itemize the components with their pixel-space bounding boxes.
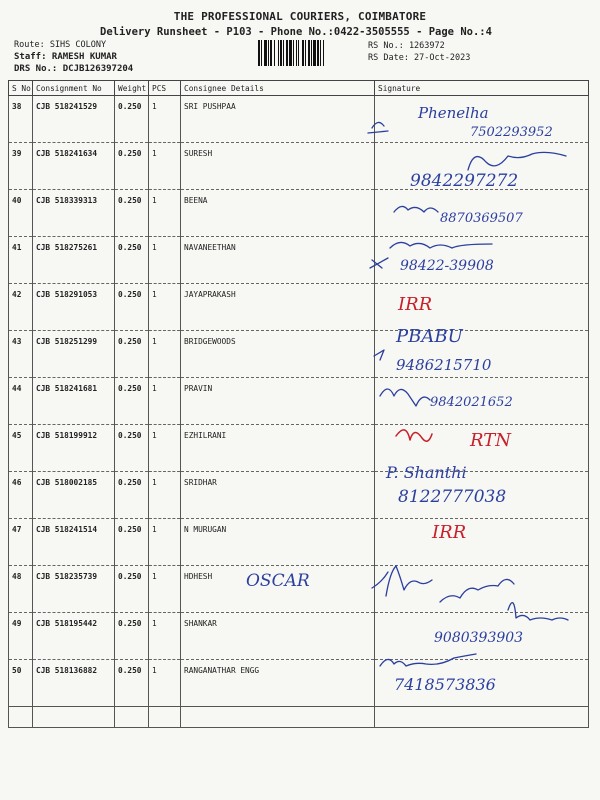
cell-signature [375, 566, 589, 613]
barcode-bar [311, 40, 312, 66]
company-title: THE PROFESSIONAL COURIERS, COIMBATORE [173, 10, 427, 23]
cell-weight: 0.250 [115, 378, 149, 425]
filler-cell [9, 707, 33, 728]
table-row [9, 143, 589, 190]
cell-signature [375, 613, 589, 660]
handwritten-phone-41: 98422-39908 [400, 258, 494, 274]
table-row [9, 378, 589, 425]
handwritten-phone-44: 9842021652 [430, 395, 513, 410]
barcode-bar [264, 40, 267, 66]
cell-signature [375, 519, 589, 566]
barcode-bar [323, 40, 324, 66]
cell-weight: 0.250 [115, 284, 149, 331]
barcode-bar [296, 40, 297, 66]
cell-consignment-no: CJB 518235739 [33, 566, 115, 613]
cell-sno: 39 [9, 143, 33, 190]
cell-weight: 0.250 [115, 519, 149, 566]
table-row [9, 284, 589, 331]
cell-pcs: 1 [149, 660, 181, 707]
cell-pcs: 1 [149, 472, 181, 519]
barcode-bar [261, 40, 262, 66]
cell-consignee: RANGANATHAR ENGG [181, 660, 375, 707]
cell-consignment-no: CJB 518291053 [33, 284, 115, 331]
barcode-bar [286, 40, 288, 66]
handwritten-mark-45: RTN [470, 430, 511, 451]
table-row [9, 566, 589, 613]
barcode-bar [280, 40, 282, 66]
barcode-bar [268, 40, 269, 66]
col-consignment: Consignment No [33, 81, 115, 96]
cell-consignment-no: CJB 518241514 [33, 519, 115, 566]
cell-sno: 50 [9, 660, 33, 707]
cell-weight: 0.250 [115, 472, 149, 519]
barcode-bar [308, 40, 310, 66]
cell-consignee: NAVANEETHAN [181, 237, 375, 284]
cell-signature [375, 96, 589, 143]
barcode-bar [313, 40, 316, 66]
cell-consignee: SHANKAR [181, 613, 375, 660]
rs-number: RS No.: 1263972 [368, 41, 445, 51]
cell-pcs: 1 [149, 378, 181, 425]
table-row [9, 613, 589, 660]
table-filler-row [9, 707, 589, 728]
cell-consignee: JAYAPRAKASH [181, 284, 375, 331]
cell-signature [375, 425, 589, 472]
cell-sno: 41 [9, 237, 33, 284]
route-label: Route: SIHS COLONY [14, 40, 107, 50]
cell-consignment-no: CJB 518199912 [33, 425, 115, 472]
handwritten-phone-40: 8870369507 [440, 211, 523, 226]
cell-consignee: N MURUGAN [181, 519, 375, 566]
filler-cell [375, 707, 589, 728]
barcode-bar [302, 40, 304, 66]
cell-consignee: SRIDHAR [181, 472, 375, 519]
barcode-image [256, 40, 360, 66]
cell-weight: 0.250 [115, 566, 149, 613]
cell-consignee: HDHESH [181, 566, 375, 613]
runsheet-meta-right [368, 40, 470, 64]
cell-signature [375, 190, 589, 237]
col-weight: Weight [115, 81, 149, 96]
filler-cell [149, 707, 181, 728]
barcode-bar [293, 40, 294, 66]
barcode-bar [270, 40, 272, 66]
runsheet-meta-left [14, 39, 133, 75]
cell-consignment-no: CJB 518251299 [33, 331, 115, 378]
cell-pcs: 1 [149, 96, 181, 143]
runsheet-table [8, 80, 589, 728]
handwritten-phone-39: 9842297272 [410, 171, 519, 191]
cell-weight: 0.250 [115, 613, 149, 660]
staff-label: Staff: RAMESH KUMAR [14, 52, 117, 62]
barcode-bar [320, 40, 321, 66]
filler-cell [181, 707, 375, 728]
cell-signature [375, 331, 589, 378]
handwritten-mark-47: IRR [432, 522, 467, 543]
cell-pcs: 1 [149, 143, 181, 190]
cell-pcs: 1 [149, 284, 181, 331]
handwritten-phone-43: 9486215710 [396, 356, 492, 374]
table-row [9, 190, 589, 237]
barcode-bar [258, 40, 260, 66]
table-row [9, 660, 589, 707]
cell-pcs: 1 [149, 566, 181, 613]
cell-signature [375, 237, 589, 284]
cell-signature [375, 660, 589, 707]
signature-scribble: Phenelha [418, 104, 489, 122]
cell-pcs: 1 [149, 519, 181, 566]
cell-weight: 0.250 [115, 425, 149, 472]
cell-consignee: PRAVIN [181, 378, 375, 425]
table-row [9, 519, 589, 566]
cell-consignee: BRIDGEWOODS [181, 331, 375, 378]
cell-consignment-no: CJB 518339313 [33, 190, 115, 237]
table-row [9, 96, 589, 143]
filler-cell [33, 707, 115, 728]
cell-weight: 0.250 [115, 331, 149, 378]
cell-consignment-no: CJB 518241681 [33, 378, 115, 425]
cell-pcs: 1 [149, 237, 181, 284]
col-sno: S No [9, 81, 33, 96]
barcode-bar [305, 40, 306, 66]
cell-weight: 0.250 [115, 237, 149, 284]
barcode-bar [298, 40, 299, 66]
barcode-bar [289, 40, 292, 66]
drs-label: DRS No.: DCJB126397204 [14, 64, 134, 74]
cell-consignment-no: CJB 518275261 [33, 237, 115, 284]
cell-signature [375, 378, 589, 425]
cell-pcs: 1 [149, 425, 181, 472]
runsheet-subtitle: Delivery Runsheet - P103 - Phone No.:0422-3505555 - Page No.:4 [100, 26, 492, 38]
cell-pcs: 1 [149, 613, 181, 660]
cell-sno: 48 [9, 566, 33, 613]
handwritten-phone-38: 7502293952 [470, 125, 553, 140]
cell-pcs: 1 [149, 331, 181, 378]
rs-date: RS Date: 27-Oct-2023 [368, 53, 471, 63]
table-row [9, 425, 589, 472]
table-row [9, 472, 589, 519]
table-row [9, 331, 589, 378]
table-header-row [9, 81, 589, 96]
cell-signature [375, 284, 589, 331]
handwritten-mark-42: IRR [398, 294, 433, 315]
barcode-bar [278, 40, 279, 66]
handwritten-phone-49: 9080393903 [434, 630, 524, 646]
cell-consignee: EZHILRANI [181, 425, 375, 472]
cell-weight: 0.250 [115, 96, 149, 143]
filler-cell [115, 707, 149, 728]
handwritten-name-46: P. Shanthi [386, 463, 467, 482]
table-row [9, 237, 589, 284]
cell-consignee: SURESH [181, 143, 375, 190]
barcode-bar [317, 40, 319, 66]
cell-weight: 0.250 [115, 190, 149, 237]
cell-sno: 47 [9, 519, 33, 566]
cell-weight: 0.250 [115, 143, 149, 190]
cell-consignment-no: CJB 518241529 [33, 96, 115, 143]
col-pcs: PCS [149, 81, 181, 96]
cell-consignment-no: CJB 518195442 [33, 613, 115, 660]
barcode-bar [283, 40, 284, 66]
cell-sno: 49 [9, 613, 33, 660]
cell-sno: 38 [9, 96, 33, 143]
handwritten-phone-46: 8122777038 [398, 487, 507, 507]
col-signature: Signature [375, 81, 589, 96]
handwritten-phone-50: 7418573836 [394, 675, 496, 694]
cell-pcs: 1 [149, 190, 181, 237]
cell-sno: 40 [9, 190, 33, 237]
handwritten-name-48: OSCAR [246, 571, 310, 591]
cell-sno: 44 [9, 378, 33, 425]
cell-signature [375, 143, 589, 190]
cell-consignment-no: CJB 518136882 [33, 660, 115, 707]
handwritten-name-43: PBABU [396, 326, 463, 347]
cell-consignment-no: CJB 518241634 [33, 143, 115, 190]
cell-sno: 43 [9, 331, 33, 378]
barcode-bar [274, 40, 275, 66]
cell-sno: 45 [9, 425, 33, 472]
cell-consignee: SRI PUSHPAA [181, 96, 375, 143]
cell-sno: 46 [9, 472, 33, 519]
cell-signature [375, 472, 589, 519]
cell-consignee: BEENA [181, 190, 375, 237]
cell-sno: 42 [9, 284, 33, 331]
cell-weight: 0.250 [115, 660, 149, 707]
cell-consignment-no: CJB 518002185 [33, 472, 115, 519]
col-consignee: Consignee Details [181, 81, 375, 96]
